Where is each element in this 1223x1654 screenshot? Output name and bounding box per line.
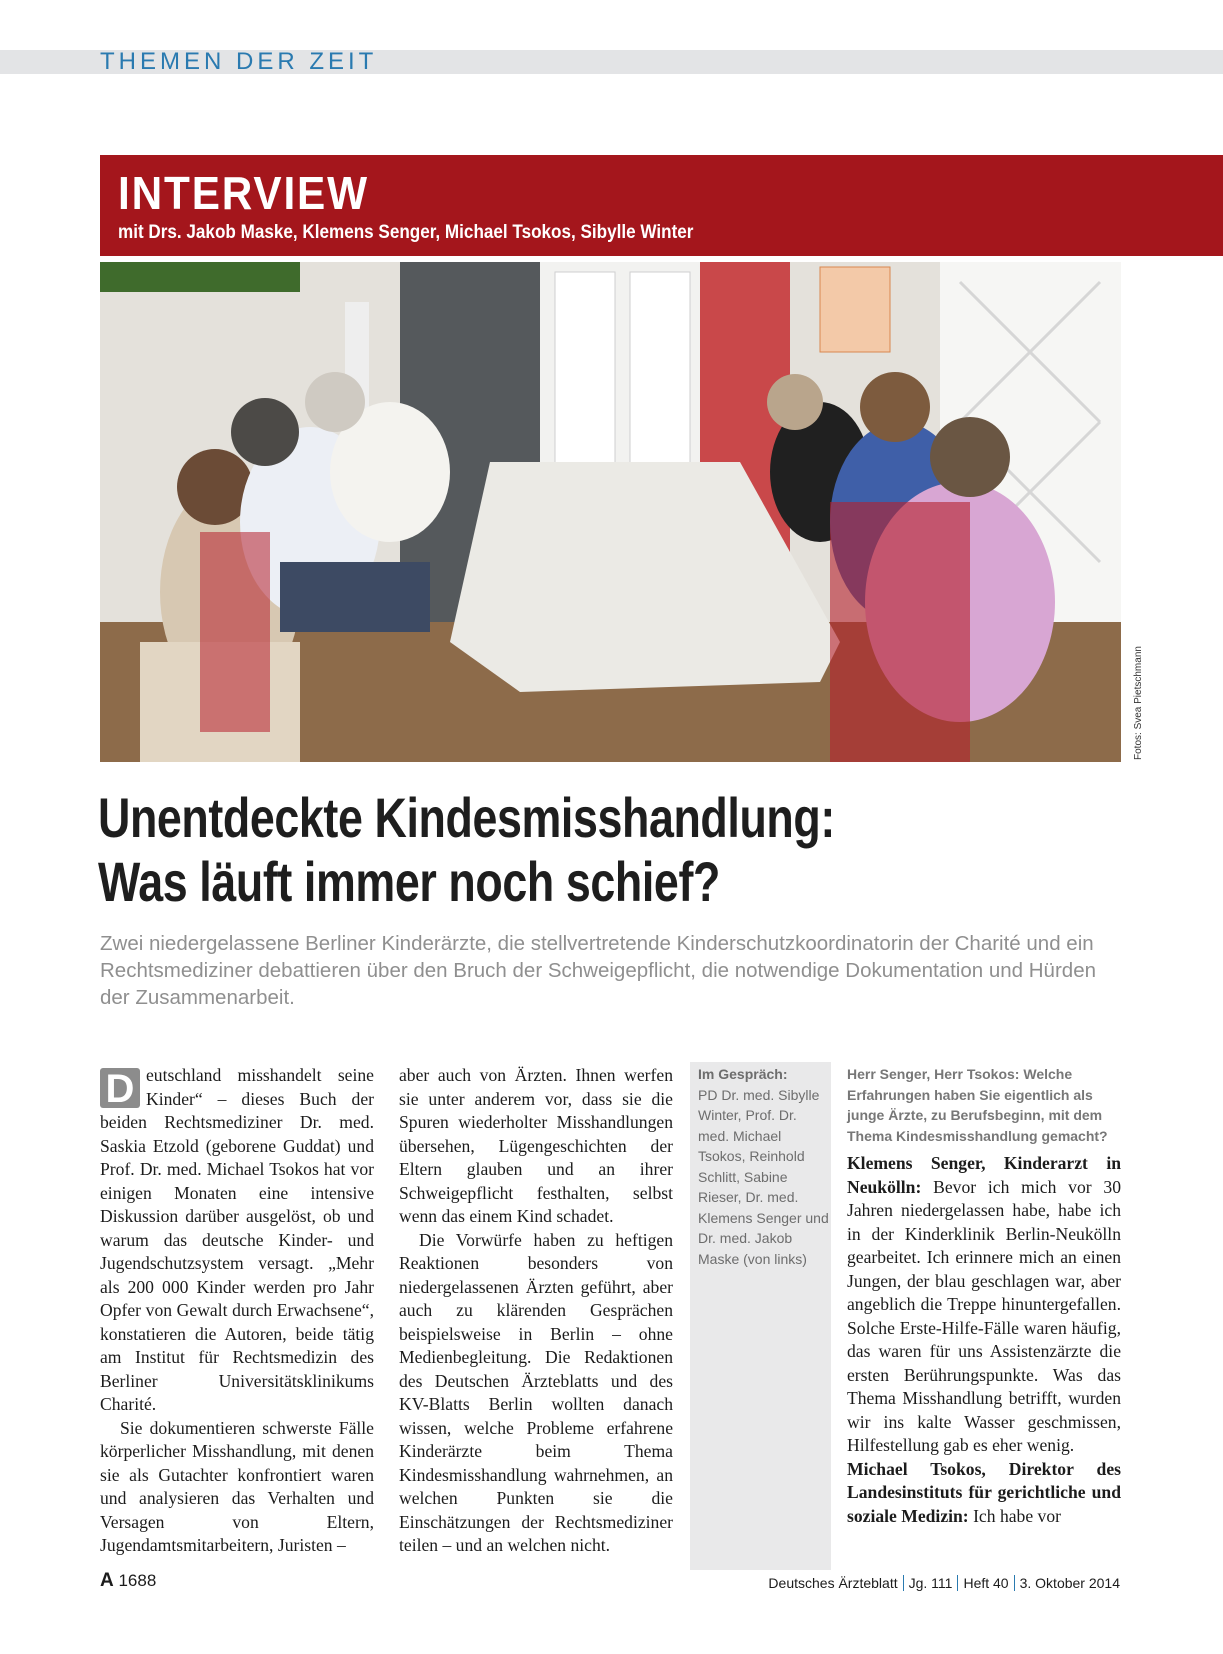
photo-caption: [698, 1064, 829, 1269]
interview-column: [847, 1064, 1121, 1528]
journal-issue: Heft 40: [963, 1575, 1009, 1591]
text-column-1: [100, 1064, 374, 1558]
journal-date: 3. Oktober 2014: [1019, 1575, 1120, 1591]
paragraph-text: eutschland misshandelt seine Kinder“ – dieses Buch der beiden Rechtsmediziner Dr. med. Saskia Etzold (geborene Guddat) und Prof. Dr. med. Michael Tsokos hat vor einigen Monaten eine intensive Diskussion darüber ausgelöst, ob und warum das deutsche Kinder- und Jugendschutzsystem versagt. „Mehr als 200 000 Kinder werden pro Jahr Opfer von Gewalt durch Erwachsene“, konstatieren die Autoren, beide tätig am Institut für Rechtsmedizin des Berliner Universitätsklinikums Charité.: [100, 1065, 374, 1414]
journal-volume: Jg. 111: [908, 1575, 953, 1591]
paragraph: Die Vorwürfe haben zu heftigen Reaktionen besonders von niedergelassenen Ärzten geführt, aber auch zu klärenden Gesprächen beispielsweise in Berlin – ohne Medienbegleitung. Die Redaktionen des Deutschen Ärzteblatts und des KV-Blatts Berlin wollten danach wissen, welche Probleme erfahrene Kinderärzte beim Thema Kindesmisshandlung wahrnehmen, an welchen Punkten sie die Einschätzungen der Rechtsmediziner teilen – und an welchen nicht.: [399, 1229, 673, 1555]
page-number: [100, 1570, 156, 1592]
banner-title: INTERVIEW: [118, 167, 369, 219]
paragraph: [100, 1064, 374, 1417]
answer-text: Ich habe vor: [973, 1505, 1062, 1526]
journal-name: Deutsches Ärzteblatt: [768, 1575, 898, 1591]
interview-photo: [100, 262, 1121, 762]
photo-caption-box: [690, 1062, 831, 1570]
interview-banner: [100, 155, 1223, 256]
text-column-2: [399, 1064, 673, 1558]
footer-divider: [957, 1575, 958, 1591]
banner-subtitle: mit Drs. Jakob Maske, Klemens Senger, Michael Tsokos, Sibylle Winter: [118, 222, 694, 243]
drop-cap: D: [100, 1068, 140, 1108]
footer-divider: [903, 1575, 904, 1591]
headline-line-2: Was läuft immer noch schief?: [98, 850, 720, 913]
interview-answer: [847, 1152, 1121, 1458]
article-headline: [98, 786, 922, 914]
speaker-name: Michael Tsokos, Direktor des Landesinstituts für gerichtliche und soziale Medizin:: [847, 1458, 1121, 1526]
interview-question: Herr Senger, Herr Tsokos: Welche Erfahrungen haben Sie eigentlich als junge Ärzte, zu Berufsbeginn, mit dem Thema Kindesmisshandlung gemacht?: [847, 1066, 1108, 1144]
paragraph: Sie dokumentieren schwerste Fälle körperlicher Misshandlung, mit denen sie als Gutachter konfrontiert waren und analysieren das Verhalten und Versagen von Eltern, Jugendamtsmitarbeitern, Juristen –: [100, 1417, 374, 1555]
speaker-name: Klemens Senger, Kinderarzt in Neukölln:: [847, 1153, 1121, 1197]
page-number-value: 1688: [118, 1571, 157, 1590]
photo-illustration: [100, 262, 1121, 762]
journal-footer: [768, 1575, 1120, 1591]
article-lead: Zwei niedergelassene Berliner Kinderärzte, die stellvertretende Kinderschutzkoordinatorin der Charité und ein Rechtsmediziner debattieren über den Bruch der Schweigepflicht, die notwendige Dokumentation und Hürden der Zusammenarbeit.: [100, 932, 1096, 1009]
paragraph: aber auch von Ärzten. Ihnen werfen sie unter anderem vor, dass sie die Spuren wiederholter Misshandlungen übersehen, Lügengeschichten der Eltern glauben und an ihrer Schweigepflicht festhalten, selbst wenn das einem Kind schadet.: [399, 1065, 673, 1226]
interview-answer: [847, 1458, 1121, 1529]
page-prefix: A: [100, 1570, 114, 1591]
photo-credit: Fotos: Svea Pietschmann: [1133, 646, 1144, 760]
headline-line-1: Unentdeckte Kindesmisshandlung:: [98, 786, 835, 849]
caption-label: Im Gespräch:: [698, 1066, 788, 1082]
caption-text: PD Dr. med. Sibylle Winter, Prof. Dr. med. Michael Tsokos, Reinhold Schlitt, Sabine Rieser, Dr. med. Klemens Senger und Dr. med. Jakob Maske (von links): [698, 1086, 829, 1267]
footer-divider: [1014, 1575, 1015, 1591]
section-title: THEMEN DER ZEIT: [100, 48, 378, 75]
answer-text: Bevor ich mich vor 30 Jahren niedergelassen habe, habe ich in der Kinderklinik Berlin-Neukölln gearbeitet. Ich erinnere mich an einen Jungen, der blau geschlagen war, aber angeblich die Treppe hinuntergefallen. Solche Erste-Hilfe-Fälle waren häufig, das waren für uns Assistenzärzte die ersten Berührungspunkte. Was das Thema Misshandlung betrifft, wurden wir ins kalte Wasser geschmissen, Hilfestellung gab es eher wenig.: [847, 1176, 1121, 1455]
